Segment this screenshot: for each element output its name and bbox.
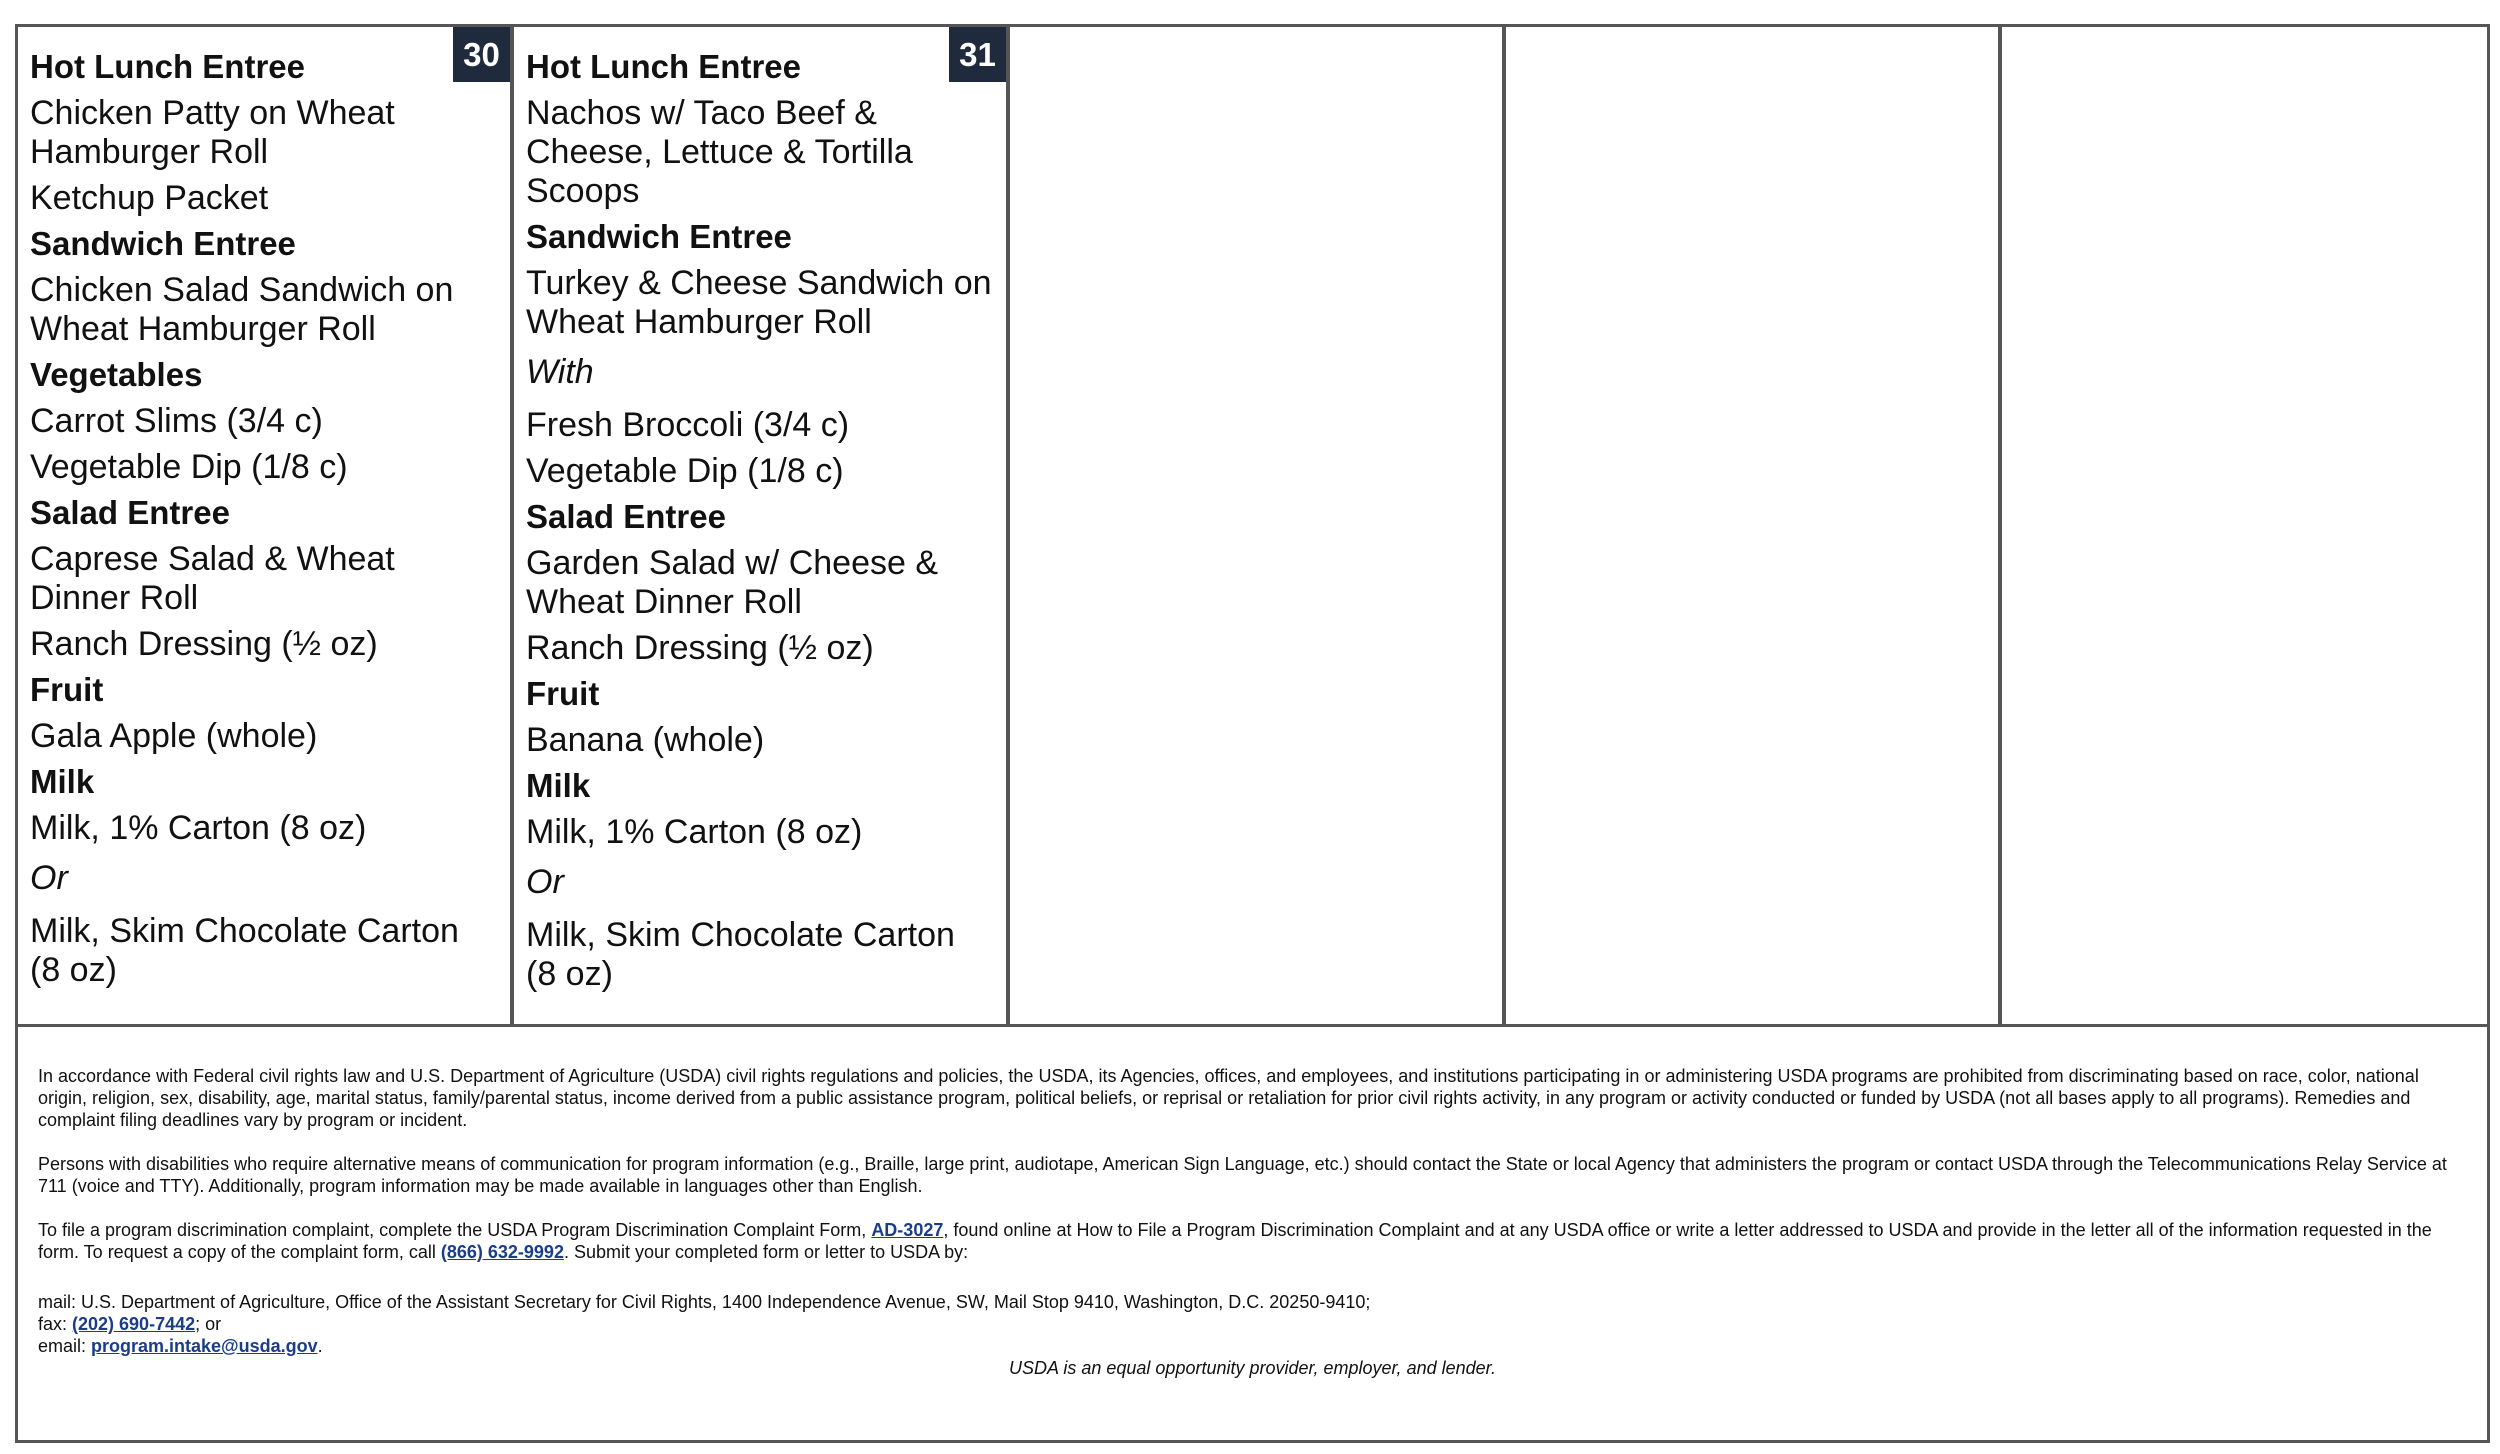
fax-line [38,1313,2467,1335]
section-heading: Salad Entree [526,498,726,535]
section-heading: Hot Lunch Entree [30,48,306,85]
date-badge: 30 [453,27,510,82]
menu-item: Gala Apple (whole) [30,717,318,755]
text-span: . [317,1336,323,1356]
section-heading: Sandwich Entree [526,218,792,255]
menu-item: Garden Salad w/ Cheese & Wheat Dinner Roll [526,544,939,621]
section-heading: Fruit [526,675,600,712]
email-line [38,1335,2467,1357]
menu-item: Milk, 1% Carton (8 oz) [526,813,863,851]
text-span: , found online at How to File a Program Discrimination Complaint and at any USDA office or write a letter addressed to USDA and provide in the letter all of the information requested in the form. To request a copy of the complaint form, call [38,1220,2432,1262]
empty-day-cell [2002,27,2487,1024]
date-badge: 31 [949,27,1006,82]
text-span: ; or [195,1314,222,1334]
menu-item: Milk, 1% Carton (8 oz) [30,809,367,847]
ad-3027-link[interactable]: AD-3027 [871,1220,944,1240]
section-heading: Milk [30,763,95,800]
section-heading: Vegetables [30,356,203,393]
menu-item: Nachos w/ Taco Beef & Cheese, Lettuce & Tortilla Scoops [526,94,913,210]
fax-label: fax: [38,1314,73,1334]
menu-item: Fresh Broccoli (3/4 c) [526,406,850,444]
section-heading: Salad Entree [30,494,230,531]
menu-item: Vegetable Dip (1/8 c) [526,452,844,490]
nondiscrimination-statement [15,1025,2490,1443]
menu-item: Caprese Salad & Wheat Dinner Roll [30,540,395,617]
menu-item: Ranch Dressing (½ oz) [30,625,378,663]
alternative-label: Or [30,859,68,897]
menu-item: Banana (whole) [526,721,765,759]
menu-item: Turkey & Cheese Sandwich on Wheat Hamburger Roll [526,264,992,341]
menu-item: Ranch Dressing (½ oz) [526,629,874,667]
day-30-cell [18,27,514,1024]
complaint-phone-link[interactable]: (866) 632-9992 [440,1242,564,1262]
menu-calendar [15,24,2490,1027]
menu-item: Milk, Skim Chocolate Carton (8 oz) [30,912,459,989]
fax-link[interactable]: (202) 690-7442 [72,1314,196,1334]
equal-opportunity-text: USDA is an equal opportunity provider, employer, and lender. [1009,1358,1496,1378]
menu-item: Vegetable Dip (1/8 c) [30,448,348,486]
menu-item: Ketchup Packet [30,179,269,217]
menu-item: Chicken Patty on Wheat Hamburger Roll [30,94,395,171]
section-heading: Fruit [30,671,104,708]
email-label: email: [38,1336,92,1356]
complaint-paragraph [38,1219,2467,1263]
day-31-cell [514,27,1010,1024]
empty-day-cell [1506,27,2002,1024]
contact-block [38,1291,2467,1357]
mail-line: mail: U.S. Department of Agriculture, Office of the Assistant Secretary for Civil Rights, 1400 Independence Avenue, SW, Mail Stop 9410, Washington, D.C. 20250-9410; [38,1292,1371,1312]
text-span: To file a program discrimination complaint, complete the USDA Program Discrimination Complaint Form, [38,1220,872,1240]
statement-paragraph: Persons with disabilities who require alternative means of communication for program information (e.g., Braille, large print, audiotape, American Sign Language, etc.) should contact the State or local Agency that administers the program or contact USDA through the Telecommunications Relay Service at 711 (voice and TTY). Additionally, program information may be made available in languages other than English. [38,1154,2447,1196]
menu-item: Carrot Slims (3/4 c) [30,402,323,440]
section-heading: Hot Lunch Entree [526,48,802,85]
menu-item: Chicken Salad Sandwich on Wheat Hamburger Roll [30,271,454,348]
statement-paragraph: In accordance with Federal civil rights law and U.S. Department of Agriculture (USDA) civil rights regulations and policies, the USDA, its Agencies, offices, and employees, and institutions participating in or administering USDA programs are prohibited from discriminating based on race, color, national origin, religion, sex, disability, age, marital status, family/parental status, income derived from a public assistance program, political beliefs, or reprisal or retaliation for prior civil rights activity, in any program or activity conducted or funded by USDA (not all bases apply to all programs). Remedies and complaint filing deadlines vary by program or incident. [38,1066,2419,1130]
email-link[interactable]: program.intake@usda.gov [91,1336,318,1356]
section-heading: Milk [526,767,591,804]
text-span: . Submit your completed form or letter to USDA by: [563,1242,969,1262]
empty-day-cell [1010,27,1506,1024]
alternative-label: Or [526,863,564,901]
menu-item: Milk, Skim Chocolate Carton (8 oz) [526,916,955,993]
alternative-label: With [526,353,594,391]
section-heading: Sandwich Entree [30,225,296,262]
